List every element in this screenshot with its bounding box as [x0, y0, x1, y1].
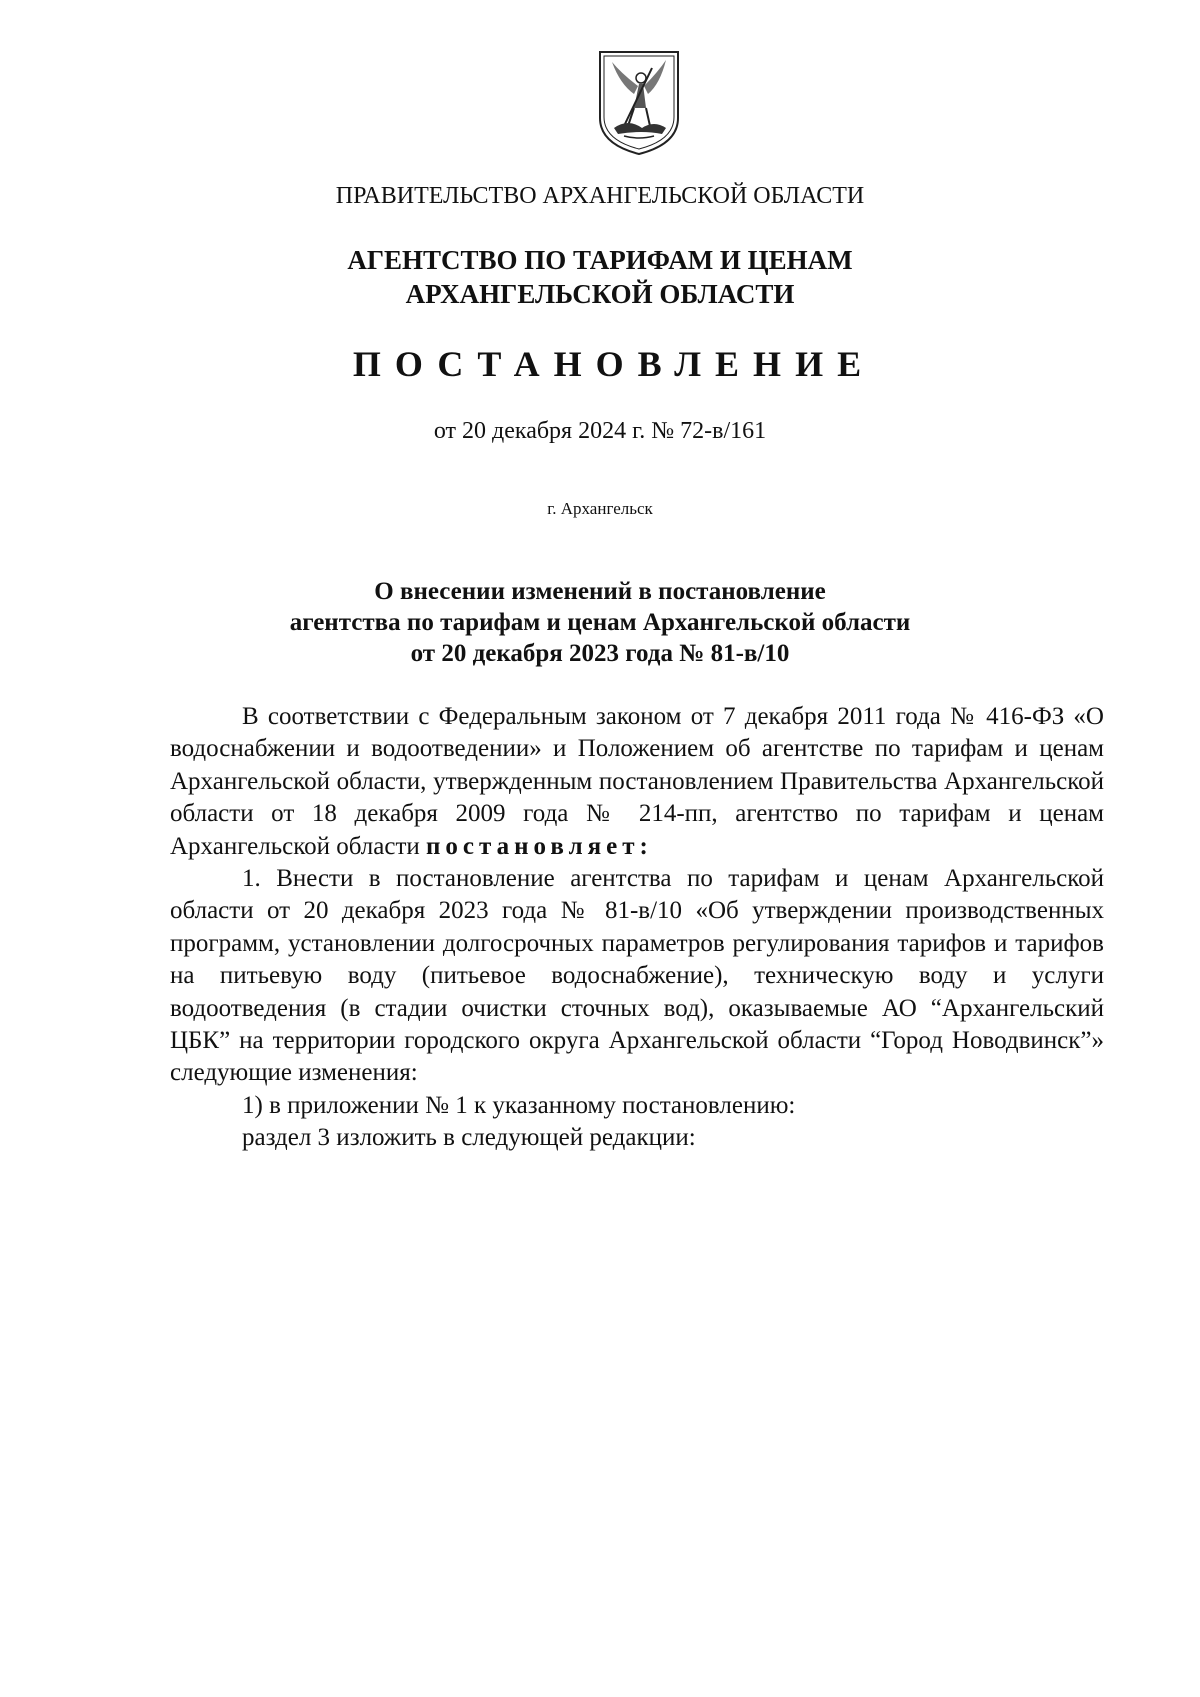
- government-title: ПРАВИТЕЛЬСТВО АРХАНГЕЛЬСКОЙ ОБЛАСТИ: [335, 183, 865, 209]
- section-3-paragraph: раздел 3 изложить в следующей редакции:: [242, 1124, 696, 1152]
- agency-title-line1: АГЕНТСТВО ПО ТАРИФАМ И ЦЕНАМ: [347, 245, 853, 275]
- subject-line2: агентства по тарифам и ценам Архангельской области: [289, 609, 911, 636]
- decides-word: постановляет:: [426, 832, 653, 860]
- subitem-1-paragraph: 1) в приложении № 1 к указанному постановлению:: [242, 1091, 796, 1119]
- coat-of-arms-icon: [594, 48, 684, 158]
- subject-line3: от 20 декабря 2023 года № 81-в/10: [410, 640, 790, 667]
- subject-line1: О внесении изменений в постановление: [374, 578, 826, 605]
- document-subject: [0, 576, 1200, 669]
- preamble-paragraph: [170, 701, 1104, 863]
- item-1-paragraph: 1. Внести в постановление агентства по тарифам и ценам Архангельской области от 20 декабря 2023 года № 81-в/10 «Об утверждении производственных программ, установлении долгосрочных параметров регулирования тарифов и тарифов на питьевую воду (питьевое водоснабжение), техническую воду и услуги водоотведения (в стадии очистки сточных вод), оказываемые АО “Архангельский ЦБК” на территории городского округа Архангельской области “Город Новодвинск”» следующие изменения:: [170, 865, 1104, 1087]
- agency-title: [0, 243, 1200, 311]
- document-city: г. Архангельск: [547, 499, 653, 518]
- agency-title-line2: АРХАНГЕЛЬСКОЙ ОБЛАСТИ: [405, 279, 795, 309]
- preamble-text: В соответствии с Федеральным законом от 7 декабря 2011 года № 416-ФЗ «О водоснабжении и водоотведении» и Положением об агентстве по тарифам и ценам Архангельской области, утвержденным постановлением Правительства Архангельской области от 18 декабря 2009 года № 214-пп, агентство по тарифам и ценам Архангельской области: [170, 703, 1104, 860]
- document-body: [170, 701, 1104, 1155]
- document-date-number: от 20 декабря 2024 г. № 72-в/161: [433, 418, 767, 444]
- document-type: ПОСТАНОВЛЕНИЕ: [352, 344, 876, 384]
